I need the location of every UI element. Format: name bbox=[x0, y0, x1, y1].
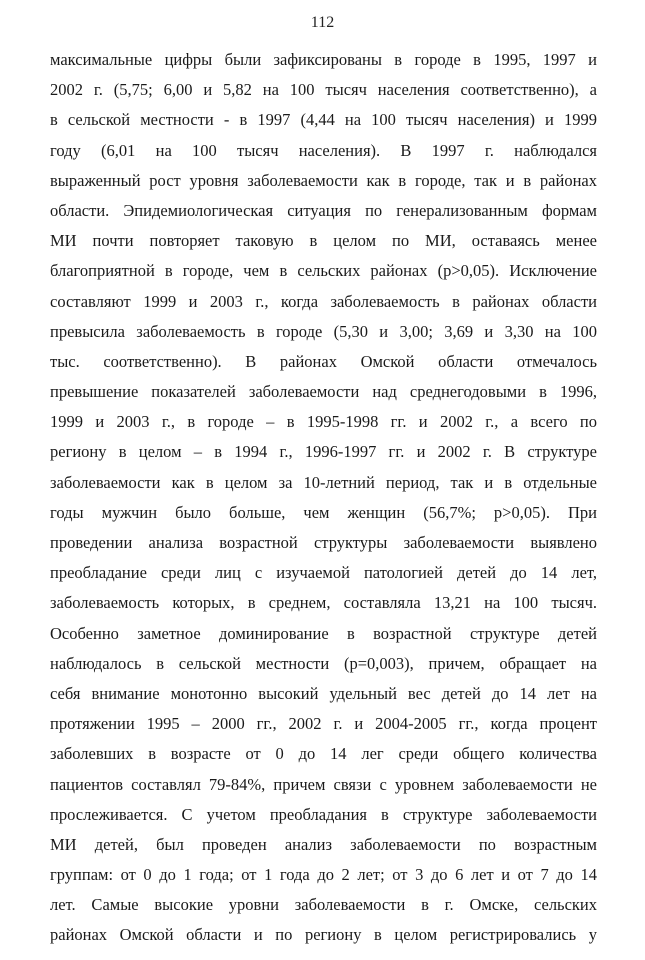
text-line: благоприятной в городе, чем в сельских районах (р>0,05). Исключение bbox=[50, 261, 597, 281]
text-line: районах Омской области и по региону в целом регистрировались у bbox=[50, 925, 597, 945]
text-line: области. Эпидемиологическая ситуация по генерализованным формам bbox=[50, 200, 597, 220]
text-line: себя внимание монотонно высокий удельный вес детей до 14 лет на bbox=[50, 683, 597, 703]
text-line: МИ почти повторяет таковую в целом по МИ, оставаясь менее bbox=[50, 231, 597, 251]
text-line: заболевших в возрасте от 0 до 14 лег среди общего количества bbox=[50, 744, 597, 764]
text-line: заболеваемость которых, в среднем, составляла 13,21 на 100 тысяч. bbox=[50, 593, 597, 613]
text-line: пациентов составлял 79-84%, причем связи с уровнем заболеваемости не bbox=[50, 774, 597, 794]
text-line: годы мужчин было больше, чем женщин (56,7%; р>0,05). При bbox=[50, 502, 597, 522]
text-line: превышение показателей заболеваемости над среднегодовыми в 1996, bbox=[50, 382, 597, 402]
text-line: группам: от 0 до 1 года; от 1 года до 2 лет; от 3 до 6 лет и от 7 до 14 bbox=[50, 865, 597, 885]
text-line: 1999 и 2003 г., в городе – в 1995-1998 гг. и 2002 г., а всего по bbox=[50, 412, 597, 432]
text-line: тыс. соответственно). В районах Омской области отмечалось bbox=[50, 351, 597, 371]
text-line: году (6,01 на 100 тысяч населения). В 1997 г. наблюдался bbox=[50, 140, 597, 160]
text-line: МИ детей, был проведен анализ заболеваемости по возрастным bbox=[50, 834, 597, 854]
text-line: составляют 1999 и 2003 г., когда заболеваемость в районах области bbox=[50, 291, 597, 311]
text-line: протяжении 1995 – 2000 гг., 2002 г. и 2004-2005 гг., когда процент bbox=[50, 714, 597, 734]
text-line: превысила заболеваемость в городе (5,30 и 3,00; 3,69 и 3,30 на 100 bbox=[50, 321, 597, 341]
body-text bbox=[50, 45, 597, 951]
text-line: выраженный рост уровня заболеваемости как в городе, так и в районах bbox=[50, 170, 597, 190]
text-line: прослеживается. С учетом преобладания в структуре заболеваемости bbox=[50, 804, 597, 824]
text-line: лет. Самые высокие уровни заболеваемости в г. Омске, сельских bbox=[50, 895, 597, 915]
text-line: Особенно заметное доминирование в возрастной структуре детей bbox=[50, 623, 597, 643]
text-line: региону в целом – в 1994 г., 1996-1997 гг. и 2002 г. В структуре bbox=[50, 442, 597, 462]
text-line: 2002 г. (5,75; 6,00 и 5,82 на 100 тысяч населения соответственно), а bbox=[50, 80, 597, 100]
text-line: в сельской местности - в 1997 (4,44 на 100 тысяч населения) и 1999 bbox=[50, 110, 597, 130]
text-line: проведении анализа возрастной структуры заболеваемости выявлено bbox=[50, 533, 597, 552]
text-line: максимальные цифры были зафиксированы в городе в 1995, 1997 и bbox=[50, 50, 597, 69]
text-line: наблюдалось в сельской местности (р=0,003), причем, обращает на bbox=[50, 653, 597, 673]
text-line: преобладание среди лиц с изучаемой патологией детей до 14 лет, bbox=[50, 563, 597, 583]
page-number: 112 bbox=[310, 14, 335, 31]
text-line: заболеваемости как в целом за 10-летний период, так и в отдельные bbox=[50, 472, 597, 492]
